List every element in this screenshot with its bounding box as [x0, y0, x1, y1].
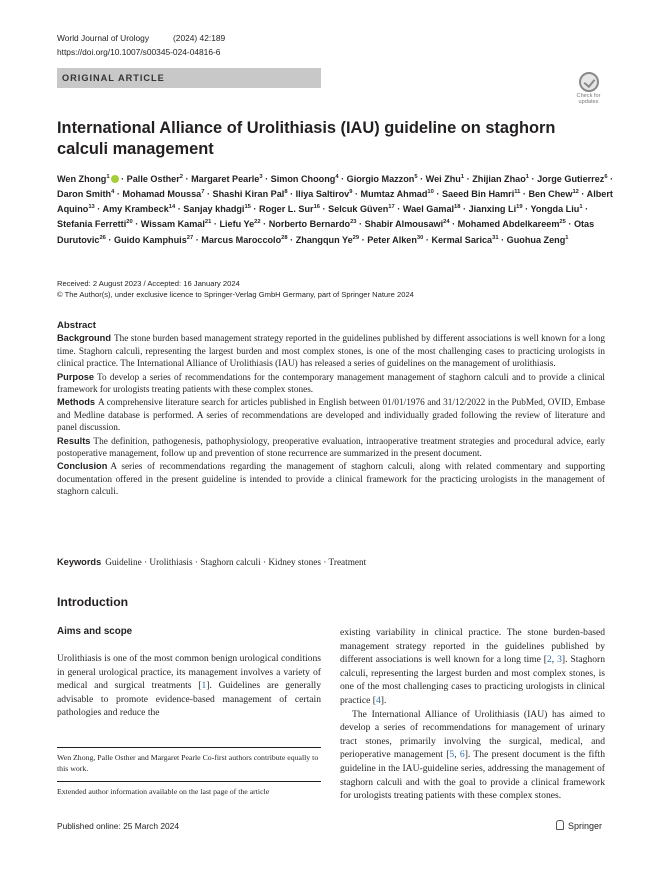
author-name[interactable]: Stefania Ferretti — [57, 219, 127, 230]
check-updates-icon — [579, 72, 599, 92]
journal-name: World Journal of Urology — [57, 33, 150, 43]
citation-link[interactable]: 5 — [449, 749, 455, 761]
author-affiliation: 1 — [460, 174, 465, 180]
dates-and-copyright — [57, 278, 414, 300]
intro-paragraph-left: Urolithiasis is one of the most common benign urological conditions in general urological practice, its management involves a variety of medical and surgical treatments [1]. Guidelines are generally advisable to promote evidence-based management of certain pathologies and reduce the — [57, 653, 321, 719]
author-affiliation: 4 — [335, 174, 339, 180]
author-name[interactable]: Albert Aquino — [57, 189, 613, 215]
journal-issue: (2024) 42:189 — [173, 33, 226, 43]
author-name[interactable]: Sanjay khadgi — [183, 204, 245, 215]
author-affiliation: 30 — [416, 234, 424, 241]
author-affiliation: 28 — [281, 234, 288, 241]
author-name[interactable]: Shabir Almousawi — [364, 219, 444, 230]
citation-link[interactable]: 3 — [557, 654, 562, 666]
author-name[interactable]: Wael Gamal — [402, 204, 455, 215]
author-affiliation: 1 — [579, 204, 583, 211]
journal-header — [57, 33, 225, 43]
doi-link[interactable]: https://doi.org/10.1007/s00345-024-04816-6 — [57, 47, 221, 57]
author-affiliation: 13 — [88, 204, 95, 211]
author-name[interactable]: Zhangqun Ye — [295, 234, 353, 245]
author-name[interactable]: Margaret Pearle — [191, 174, 260, 185]
author-name[interactable]: Jianxing Li — [468, 204, 517, 215]
author-affiliation: 12 — [572, 189, 579, 196]
author-name[interactable]: Liefu Ye — [219, 219, 255, 230]
author-name[interactable]: Otas Durutovic — [57, 219, 595, 245]
author-name[interactable]: Ben Chew — [528, 189, 573, 200]
springer-horse-icon — [556, 820, 564, 830]
abstract-background: Background The stone burden based management strategy reported in the guidelines published by different associations is well known for a long time. Staghorn calculi, representing the largest burden and most complex stones, is one of the most challenging cases to practicing urologists in clinical practice. The International Alliance of Urolithiasis (IAU) has released a series of guidelines on the management of urolithiasis. — [57, 333, 605, 370]
footnote-divider — [57, 781, 321, 782]
author-name[interactable]: Saeed Bin Hamri — [441, 189, 515, 200]
author-affiliation: 25 — [559, 219, 566, 226]
abstract-methods: Methods A comprehensive literature search for articles published in English between 01/01/1976 and 31/12/2022 in the PubMed, OVID, Embase and Medline database is performed. A series of recommendations are developed and individually graded following the review of literature and panel discussion. — [57, 397, 605, 434]
intro-paragraph-continued: existing variability in clinical practice. The stone burden-based management strategy reported in the guidelines published by different associations is well known for a long time [2, 3]. Staghorn calculi, representing the largest burden and most complex stones, is one of the most challenging cases to practicing urologists in clinical practice [4]. — [340, 627, 605, 706]
author-affiliation: 10 — [427, 189, 434, 196]
author-affiliation: 4 — [111, 189, 115, 196]
co-first-author-footnote: Wen Zhong, Palle Osther and Margaret Pearle Co-first authors contribute equally to this work. — [57, 753, 319, 774]
author-name[interactable]: Iliya Saltirov — [295, 189, 350, 200]
introduction-heading: Introduction — [57, 595, 129, 609]
author-name[interactable]: Guido Kamphuis — [114, 234, 187, 245]
author-name[interactable]: Mohamad Moussa — [122, 189, 202, 200]
intro-paragraph-iau: The International Alliance of Urolithiasis (IAU) has aimed to develop a series of recommendations for management of urinary tract stones, primarily involving the surgical, medical, and perioperative management [5, 6]. The present document is the fifth guideline in the IAU-guideline series, addressing the management of staghorn calculi and with the goal to provide a clinical framework for urologists treating patients with these complex stones. — [340, 708, 606, 802]
author-name[interactable]: Kermal Sarica — [431, 234, 493, 245]
author-affiliation: 1 — [106, 174, 110, 180]
author-affiliation: 1 — [525, 174, 529, 180]
author-name[interactable]: Marcus Maroccolo — [201, 234, 282, 245]
publisher-name: Springer — [568, 821, 603, 831]
author-name[interactable]: Amy Krambeck — [102, 204, 169, 215]
author-name[interactable]: Shashi Kiran Pal — [212, 189, 285, 200]
author-name[interactable]: Mumtaz Ahmad — [360, 189, 428, 200]
author-affiliation: 8 — [284, 189, 288, 196]
author-name[interactable]: Wei Zhu — [425, 174, 461, 185]
author-affiliation: 9 — [349, 189, 353, 196]
author-affiliation: 6 — [604, 174, 608, 180]
author-affiliation: 24 — [443, 219, 450, 226]
author-name[interactable]: Selcuk Güven — [328, 204, 389, 215]
author-affiliation: 20 — [126, 219, 133, 226]
author-affiliation: 26 — [99, 234, 106, 241]
orcid-icon[interactable] — [111, 175, 119, 183]
author-name[interactable]: Yongda Liu — [530, 204, 580, 215]
extended-info-footnote: Extended author information available on the last page of the article — [57, 787, 270, 796]
citation-link[interactable]: 1 — [201, 680, 207, 692]
abstract — [57, 320, 605, 499]
abstract-conclusion: Conclusion A series of recommendations regarding the management of staghorn calculi, along with related commentary and supporting documentation offered in the present guideline is intended to provide a clinical framework for the practicing urologists in the management of staghorn calculi. — [57, 461, 605, 498]
intro-column-right — [340, 626, 605, 803]
author-affiliation: 16 — [313, 204, 321, 211]
keywords-label: Keywords — [57, 557, 102, 567]
author-affiliation: 1 — [565, 234, 569, 241]
author-affiliation: 5 — [414, 174, 418, 180]
footnote-divider — [57, 747, 321, 748]
author-affiliation: 18 — [454, 204, 461, 211]
author-name[interactable]: Wen Zhong — [57, 174, 107, 185]
citation-link[interactable]: 2 — [546, 654, 552, 666]
author-affiliation: 11 — [514, 189, 521, 196]
copyright-notice: © The Author(s), under exclusive licence to Springer-Verlag GmbH Germany, part of Springer Nature 2024 — [57, 290, 414, 299]
author-affiliation: 27 — [186, 234, 194, 241]
abstract-heading: Abstract — [57, 320, 96, 331]
author-name[interactable]: Daron Smith — [57, 189, 112, 200]
author-affiliation: 23 — [350, 219, 357, 226]
author-affiliation: 29 — [352, 234, 360, 241]
author-affiliation: 19 — [516, 204, 523, 211]
author-affiliation: 17 — [388, 204, 395, 211]
author-affiliation: 2 — [179, 174, 183, 180]
author-name[interactable]: Norberto Bernardo — [268, 219, 351, 230]
abstract-purpose: Purpose To develop a series of recommendations for the contemporary management management of staghorn calculi and to provide a clinical framework for urologists treating patients with these complex stones. — [57, 371, 605, 396]
abstract-results: Results The definition, pathogenesis, pathophysiology, preoperative evaluation, intraoperative treatment strategies and procedural advice, early postoperative management, follow up and prevention of stone recurrence are summarized in the present document. — [57, 435, 605, 460]
citation-link[interactable]: 6 — [459, 749, 465, 761]
author-list: Wen Zhong$^1$ · Palle Osther$^2$ · Margaret Pearle$^3$ · Simon Choong$^4$ · Giorgio Mazzon$^5$ · Wei Zhu$^1$ · Zhijian Zhao$^1$ · Jorge Gutierrez$^6$ · Daron Smith$^4$ · Mohamad Moussa$^7$ · Shashi Kiran Pal$^8$ · Iliya Saltirov$^9$ · Mumtaz Ahmad$^{10}$ · Saeed Bin Hamri$^{11}$ · Ben Chew$^{12}$ · Albert Aquino$^{13}$ · Amy Krambeck$^{14}$ · Sanjay khadgi$^{15}$ · Roger L. Sur$^{16}$ · Selcuk Güven$^{17}$ · Wael Gamal$^{18}$ · Jianxing $Li^{19}$ · Yongda Liu$^1$ · Stefania Ferretti$^{20}$ · Wissam Kamal$^{21}$ · Liefu $Ye^{22}$ · Norberto Bernardo$^{23}$ · Shabir Almousawi$^{24}$ · Mohamed Abdelkareem$^{25}$ · Otas Durutovic$^{26}$ · Guido Kamphuis$^{27}$ · Marcus Maroccolo$^{28}$ · Zhangqun $Ye^{29}$ · Peter Alken$^{30}$ · Kermal Sarica$^{31}$ · Guohua Zeng$^1$ — [57, 174, 614, 245]
keywords — [57, 557, 366, 568]
author-name[interactable]: Jorge Gutierrez — [537, 174, 605, 185]
received-accepted: Received: 2 August 2023 / Accepted: 16 January 2024 — [57, 279, 240, 288]
author-name[interactable]: Wissam Kamal — [140, 219, 205, 230]
keywords-list: Guideline · Urolithiasis · Staghorn calculi · Kidney stones · Treatment — [105, 558, 367, 568]
author-affiliation: 14 — [168, 204, 176, 211]
author-affiliation: 3 — [259, 174, 263, 180]
author-affiliation: 22 — [254, 219, 261, 226]
aims-heading: Aims and scope — [57, 626, 133, 637]
author-name[interactable]: Roger L. Sur — [259, 204, 314, 215]
author-affiliation: 7 — [201, 189, 205, 196]
article-title: International Alliance of Urolithiasis (IAU) guideline on staghorn calculi management — [57, 119, 556, 158]
check-for-updates-badge[interactable] — [572, 72, 605, 105]
citation-link[interactable]: 4 — [375, 694, 381, 706]
published-online: Published online: 25 March 2024 — [57, 821, 179, 831]
author-name[interactable]: Simon Choong — [270, 174, 336, 185]
article-type-banner: ORIGINAL ARTICLE — [57, 68, 321, 88]
author-name[interactable]: Guohua Zeng — [506, 234, 566, 245]
author-name[interactable]: Palle Osther — [126, 174, 180, 185]
author-affiliation: 31 — [492, 234, 499, 241]
author-name[interactable]: Giorgio Mazzon — [346, 174, 415, 185]
author-affiliation: 21 — [204, 219, 212, 226]
check-updates-label: Check for updates — [576, 93, 601, 105]
publisher-logo — [556, 820, 602, 831]
author-name[interactable]: Zhijian Zhao — [472, 174, 526, 185]
author-affiliation: 15 — [244, 204, 251, 211]
author-name[interactable]: Mohamed Abdelkareem — [457, 219, 560, 230]
author-name[interactable]: Peter Alken — [367, 234, 417, 245]
